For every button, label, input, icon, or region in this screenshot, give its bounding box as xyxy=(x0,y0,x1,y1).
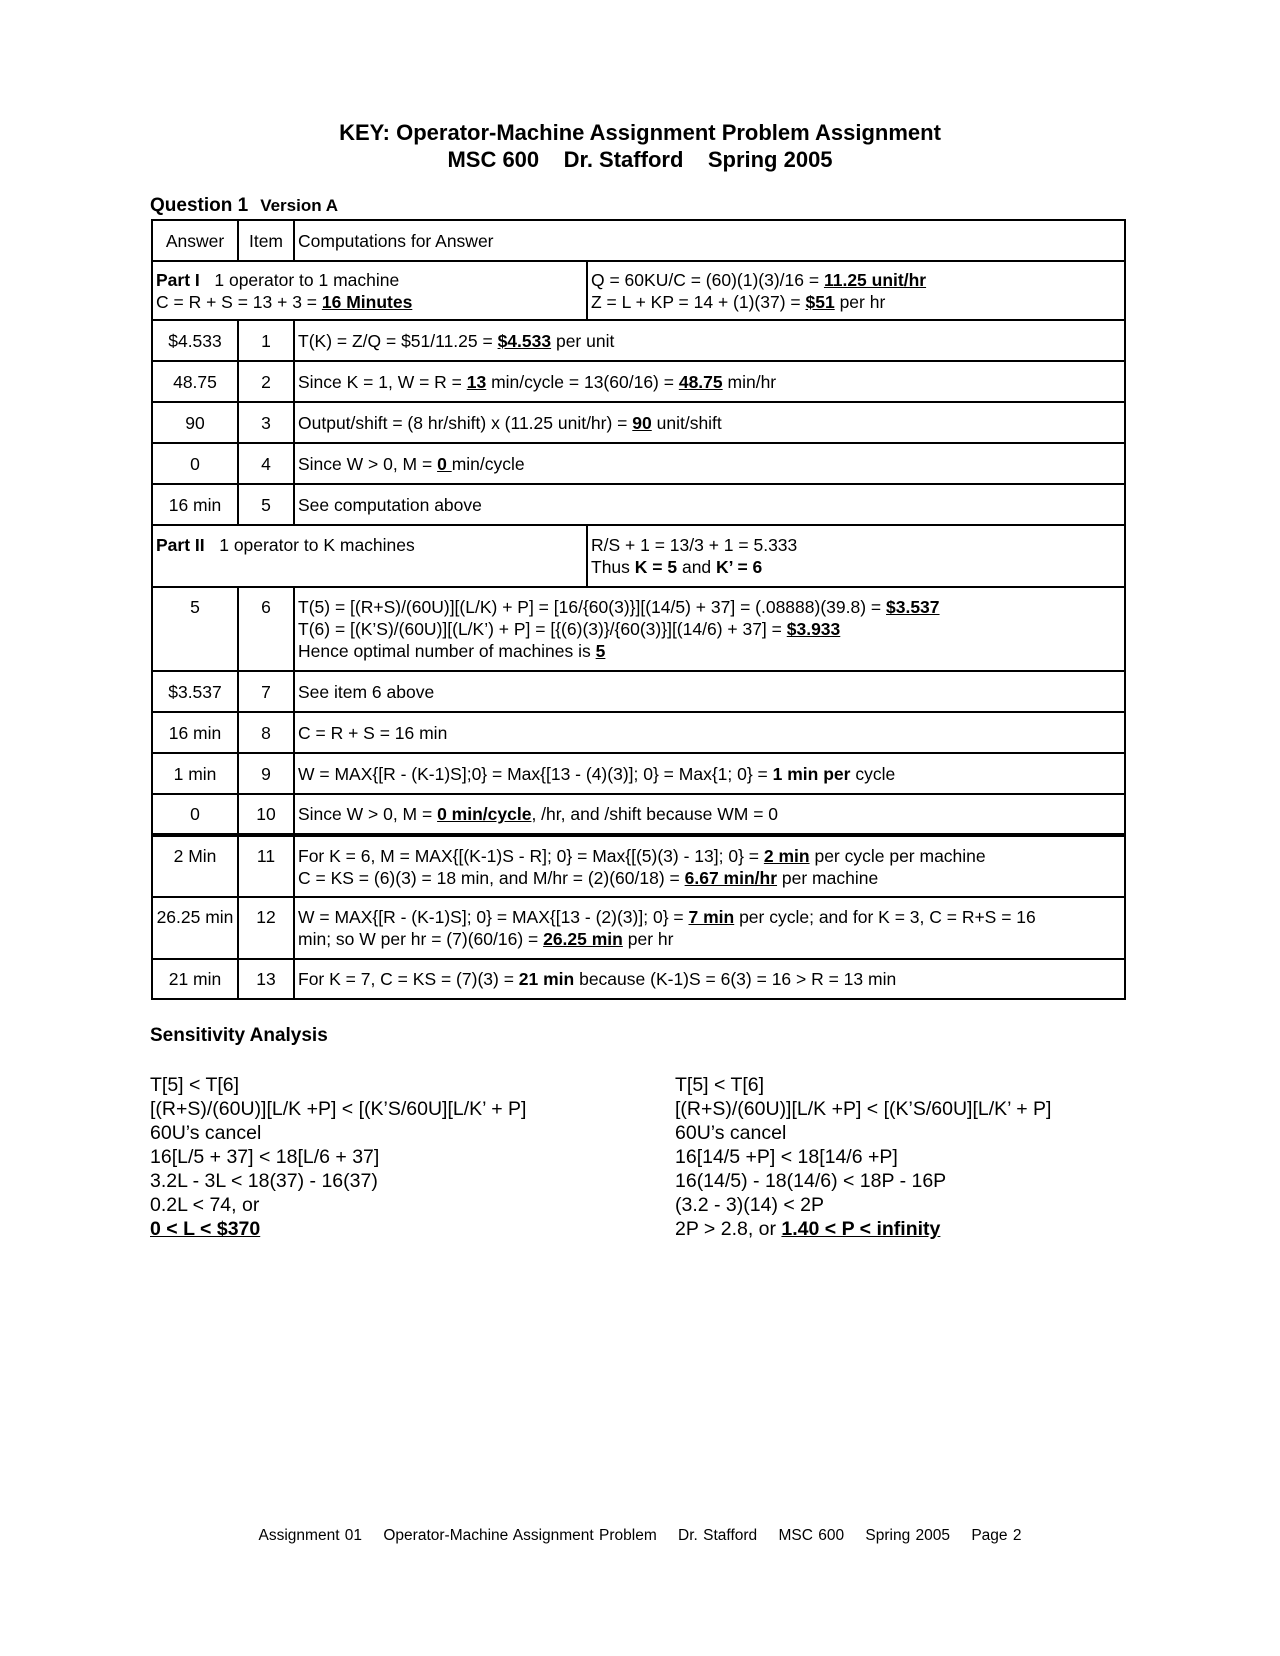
row11-value2: 6.67 min/hr xyxy=(684,867,778,888)
sens-right-result: 1.40 < P < infinity xyxy=(781,1218,941,1240)
row4-value: 0 xyxy=(437,453,452,474)
sens-left-line: T[5] < T[6] xyxy=(150,1074,240,1096)
part1-label: Part I xyxy=(156,269,200,290)
table-row xyxy=(152,897,1125,959)
part2-label: Part II xyxy=(156,535,205,555)
row12-unit1: per cycle; and for K = 3, C = R+S = 16 xyxy=(734,907,1036,927)
row2-unit: min/hr xyxy=(722,371,777,392)
row6-line1: T(5) = [(R+S)/(60U)][(L/K) + P] = [16/{60(3)}][(14/5) + 37] = (.08888)(39.8) = xyxy=(298,597,886,617)
part2-and: and xyxy=(677,557,717,577)
footer-assignment: Assignment 01 xyxy=(258,1527,363,1544)
row4-unit: min/cycle xyxy=(451,453,525,474)
table-row xyxy=(152,320,1125,361)
header-answer: Answer xyxy=(152,220,238,261)
table-header-row xyxy=(152,220,1125,261)
row3-item: 3 xyxy=(238,402,294,443)
part1-q-text: Q = 60KU/C = (60)(1)(3)/16 = xyxy=(591,269,824,290)
row12-value2: 26.25 min xyxy=(543,929,623,949)
row2-value2: 48.75 xyxy=(678,371,723,392)
part1-row xyxy=(152,261,1125,320)
row3-unit: unit/shift xyxy=(651,412,722,433)
part1-right xyxy=(587,261,1125,320)
question-heading xyxy=(150,195,338,217)
page-subtitle: MSC 600 Dr. Stafford Spring 2005 xyxy=(447,147,833,172)
part1-q-value: 11.25 unit/hr xyxy=(823,269,927,290)
sens-left-line: 3.2L - 3L < 18(37) - 16(37) xyxy=(150,1170,378,1192)
row12-answer: 26.25 min xyxy=(152,897,238,959)
row10-text: Since W > 0, M = xyxy=(298,804,438,824)
row9-value: 1 min per xyxy=(772,763,851,784)
row6-value3: 5 xyxy=(595,641,606,661)
row9-text: W = MAX{[R - (K-1)S];0} = Max{[13 - (4)(3)]; 0} = Max{1; 0} = xyxy=(298,763,773,784)
row13-value: 21 min xyxy=(518,969,575,989)
row6-line3: Hence optimal number of machines is xyxy=(298,641,596,661)
row10-answer: 0 xyxy=(152,794,238,835)
row3-text: Output/shift = (8 hr/shift) x (11.25 unit/hr) = xyxy=(298,412,633,433)
row1-value: $4.533 xyxy=(497,330,552,351)
sens-right-line: (3.2 - 3)(14) < 2P xyxy=(675,1194,825,1216)
part2-thus: Thus xyxy=(591,557,635,577)
table-row xyxy=(152,959,1125,999)
question-label: Question 1 xyxy=(150,195,249,216)
sens-right-line: 60U’s cancel xyxy=(675,1122,787,1144)
row6-line2: T(6) = [(K’S)/(60U)][(L/K’) + P] = [{(6)(3)}/{60(3)}][(14/6) + 37] = xyxy=(298,619,787,639)
footer-course: MSC 600 xyxy=(778,1527,845,1544)
row1-computation xyxy=(294,320,1125,361)
row8-answer: 16 min xyxy=(152,712,238,753)
row11-unit2: per machine xyxy=(777,867,879,888)
part2-k: K = 5 xyxy=(634,557,678,577)
part1-z-text: Z = L + KP = 14 + (1)(37) = xyxy=(591,291,806,312)
sens-right-line: T[5] < T[6] xyxy=(675,1074,765,1096)
page-title: KEY: Operator-Machine Assignment Problem Assignment xyxy=(339,120,941,145)
part1-cycle-value: 16 Minutes xyxy=(321,291,413,312)
row13-unit: because (K-1)S = 6(3) = 16 > R = 13 min xyxy=(574,969,897,989)
part2-right xyxy=(587,525,1125,587)
header-item: Item xyxy=(238,220,294,261)
row1-text: T(K) = Z/Q = $51/11.25 = xyxy=(298,330,498,351)
row11-line2: C = KS = (6)(3) = 18 min, and M/hr = (2)(60/18) = xyxy=(298,867,685,888)
row4-answer: 0 xyxy=(152,443,238,484)
table-row xyxy=(152,835,1125,897)
row4-item: 4 xyxy=(238,443,294,484)
row11-answer: 2 Min xyxy=(152,835,238,897)
sens-right-line: 16[14/5 +P] < 18[14/6 +P] xyxy=(675,1146,898,1168)
row4-text: Since W > 0, M = xyxy=(298,453,438,474)
sens-left-result: 0 < L < $370 xyxy=(150,1218,261,1240)
row2-item: 2 xyxy=(238,361,294,402)
row2-text: Since K = 1, W = R = xyxy=(298,371,467,392)
row12-line2: min; so W per hr = (7)(60/16) = xyxy=(298,929,544,949)
sens-right-last: 2P > 2.8, or xyxy=(675,1218,782,1240)
row9-item: 9 xyxy=(238,753,294,794)
row7-computation: See item 6 above xyxy=(294,671,1125,712)
table-row xyxy=(152,484,1125,525)
part1-cycle-text: C = R + S = 13 + 3 = xyxy=(156,291,322,312)
row4-computation xyxy=(294,443,1125,484)
table-row xyxy=(152,361,1125,402)
row3-computation xyxy=(294,402,1125,443)
row13-computation xyxy=(294,959,1125,999)
part2-left xyxy=(152,525,587,587)
row11-item: 11 xyxy=(238,835,294,897)
row11-value1: 2 min xyxy=(763,845,810,866)
part2-desc: 1 operator to K machines xyxy=(219,535,415,555)
header-computations: Computations for Answer xyxy=(294,220,1125,261)
row7-item: 7 xyxy=(238,671,294,712)
row5-computation: See computation above xyxy=(294,484,1125,525)
table-row xyxy=(152,443,1125,484)
row12-unit2: per hr xyxy=(622,929,674,949)
sens-left-line: 16[L/5 + 37] < 18[L/6 + 37] xyxy=(150,1146,380,1168)
row13-answer: 21 min xyxy=(152,959,238,999)
sens-right-line: 16(14/5) - 18(14/6) < 18P - 16P xyxy=(675,1170,947,1192)
footer-page-number: Page 2 xyxy=(971,1527,1022,1544)
row5-answer: 16 min xyxy=(152,484,238,525)
part1-z-unit: per hr xyxy=(834,291,886,312)
row12-computation xyxy=(294,897,1125,959)
row1-unit: per unit xyxy=(551,330,615,351)
table-row xyxy=(152,671,1125,712)
table-row xyxy=(152,794,1125,835)
table-row xyxy=(152,587,1125,671)
row10-item: 10 xyxy=(238,794,294,835)
row3-answer: 90 xyxy=(152,402,238,443)
row6-value2: $3.933 xyxy=(786,619,841,639)
sens-left-line: 60U’s cancel xyxy=(150,1122,262,1144)
part2-line1: R/S + 1 = 13/3 + 1 = 5.333 xyxy=(591,535,798,555)
row2-answer: 48.75 xyxy=(152,361,238,402)
part1-desc: 1 operator to 1 machine xyxy=(214,269,400,290)
row10-value: 0 min/cycle xyxy=(437,804,532,824)
sensitivity-left-column xyxy=(150,1073,526,1241)
row13-item: 13 xyxy=(238,959,294,999)
row12-value1: 7 min xyxy=(688,907,735,927)
row11-unit1: per cycle per machine xyxy=(809,845,986,866)
table-row xyxy=(152,402,1125,443)
footer-term: Spring 2005 xyxy=(865,1527,951,1544)
row1-answer: $4.533 xyxy=(152,320,238,361)
sens-left-line: [(R+S)/(60U)][L/K +P] < [(K’S/60U][L/K’ + P] xyxy=(150,1098,527,1120)
sensitivity-right-column xyxy=(675,1073,1051,1241)
row2-value: 13 xyxy=(466,371,487,392)
sens-right-line: [(R+S)/(60U)][L/K +P] < [(K’S/60U][L/K’ + P] xyxy=(675,1098,1052,1120)
row11-line1: For K = 6, M = MAX{[(K-1)S - R]; 0} = Max{[(5)(3) - 13]; 0} = xyxy=(298,845,764,866)
row12-line1: W = MAX{[R - (K-1)S]; 0} = MAX{[13 - (2)(3)]; 0} = xyxy=(298,907,689,927)
table-row xyxy=(152,712,1125,753)
sensitivity-heading: Sensitivity Analysis xyxy=(150,1025,328,1046)
question-version: Version A xyxy=(260,196,338,215)
row10-unit: , /hr, and /shift because WM = 0 xyxy=(531,804,779,824)
row6-value1: $3.537 xyxy=(886,597,940,617)
part1-left xyxy=(152,261,587,320)
answer-key-table xyxy=(151,219,1126,1000)
row6-answer: 5 xyxy=(152,587,238,671)
row6-item: 6 xyxy=(238,587,294,671)
row8-computation: C = R + S = 16 min xyxy=(294,712,1125,753)
row2-mid: min/cycle = 13(60/16) = xyxy=(486,371,679,392)
row3-value: 90 xyxy=(632,412,652,433)
row11-computation xyxy=(294,835,1125,897)
footer-author: Dr. Stafford xyxy=(678,1527,758,1544)
row8-item: 8 xyxy=(238,712,294,753)
row6-computation xyxy=(294,587,1125,671)
row13-text: For K = 7, C = KS = (7)(3) = xyxy=(298,969,519,989)
row5-item: 5 xyxy=(238,484,294,525)
row12-item: 12 xyxy=(238,897,294,959)
part2-kprime: K’ = 6 xyxy=(716,557,763,577)
row10-computation xyxy=(294,794,1125,835)
row9-answer: 1 min xyxy=(152,753,238,794)
footer-problem: Operator-Machine Assignment Problem xyxy=(383,1527,657,1544)
part1-z-value: $51 xyxy=(805,291,835,312)
row2-computation xyxy=(294,361,1125,402)
part2-row xyxy=(152,525,1125,587)
table-row xyxy=(152,753,1125,794)
sens-left-line: 0.2L < 74, or xyxy=(150,1194,260,1216)
row1-item: 1 xyxy=(238,320,294,361)
page-footer xyxy=(0,1527,1280,1545)
row7-answer: $3.537 xyxy=(152,671,238,712)
row9-unit: cycle xyxy=(850,763,896,784)
row9-computation xyxy=(294,753,1125,794)
